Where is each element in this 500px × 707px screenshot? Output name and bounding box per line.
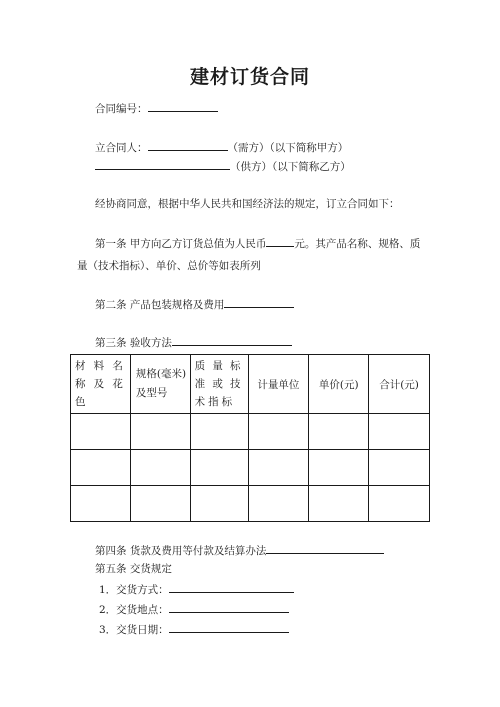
- table-row: [71, 450, 430, 486]
- seller-name-blank[interactable]: [95, 158, 230, 170]
- table-cell[interactable]: [369, 414, 430, 450]
- header-unit-price: 单价(元): [309, 355, 369, 414]
- article-3: [95, 334, 292, 350]
- header-material: 材料名称及花色: [71, 355, 131, 414]
- parties-intro-label: 立合同人：: [95, 142, 148, 154]
- table-cell[interactable]: [190, 486, 248, 522]
- table-cell[interactable]: [369, 450, 430, 486]
- article-2-text: 第二条 产品包装规格及费用: [95, 299, 225, 311]
- table-row: [71, 414, 430, 450]
- contract-number-line: [95, 100, 218, 116]
- preamble-text: 经协商同意，根据中华人民共和国经济法的规定，订立合同如下：: [95, 198, 400, 210]
- header-spec: 规格(毫米)及型号: [130, 355, 190, 414]
- article-4-text: 第四条 货款及费用等付款及结算办法: [95, 545, 267, 557]
- delivery-place-label: 2．交货地点：: [99, 604, 169, 616]
- header-unit: 计量单位: [248, 355, 309, 414]
- header-total: 合计(元): [369, 355, 430, 414]
- seller-role-text: （供方）（以下简称乙方）: [230, 161, 351, 173]
- delivery-date-line: [99, 621, 289, 637]
- table-cell[interactable]: [190, 450, 248, 486]
- payment-method-blank[interactable]: [266, 542, 384, 554]
- table-cell[interactable]: [71, 414, 131, 450]
- table-cell[interactable]: [190, 414, 248, 450]
- party-buyer-line: [95, 139, 348, 155]
- table-cell[interactable]: [248, 414, 309, 450]
- party-seller-line: [95, 158, 351, 174]
- table-cell[interactable]: [130, 450, 190, 486]
- delivery-method-label: 1．交货方式：: [99, 584, 169, 596]
- delivery-place-blank[interactable]: [169, 601, 289, 613]
- table-cell[interactable]: [130, 486, 190, 522]
- table-cell[interactable]: [309, 450, 369, 486]
- header-quality: 质量标准或技术指标: [190, 355, 248, 414]
- contract-number-label: 合同编号：: [95, 103, 148, 115]
- table-cell[interactable]: [248, 486, 309, 522]
- table-cell[interactable]: [309, 414, 369, 450]
- article-2: [95, 296, 294, 312]
- total-amount-blank[interactable]: [266, 235, 294, 247]
- table-cell[interactable]: [71, 450, 131, 486]
- delivery-date-blank[interactable]: [169, 621, 289, 633]
- article-5-heading: 第五条 交货规定: [95, 563, 172, 575]
- table-cell[interactable]: [71, 486, 131, 522]
- article-1-text-end: 元。其产品名称、规格、质量（技术指标）、单价、总价等如表所列: [77, 238, 421, 272]
- table-cell[interactable]: [248, 450, 309, 486]
- delivery-date-label: 3．交货日期：: [99, 624, 169, 636]
- article-3-text: 第三条 验收方法: [95, 337, 172, 349]
- delivery-place-line: [99, 601, 289, 617]
- inspection-method-blank[interactable]: [172, 334, 292, 346]
- buyer-name-blank[interactable]: [148, 139, 228, 151]
- buyer-role-text: （需方）（以下简称甲方）: [227, 142, 349, 154]
- table-row: [71, 486, 430, 522]
- article-1: [77, 233, 422, 277]
- table-cell[interactable]: [130, 414, 190, 450]
- contract-number-blank[interactable]: [148, 100, 218, 112]
- goods-table: [70, 354, 430, 522]
- table-cell[interactable]: [369, 486, 430, 522]
- delivery-method-line: [99, 581, 294, 597]
- page-title: 建材订货合同: [189, 66, 310, 88]
- article-4: [95, 542, 384, 558]
- article-1-text-start: 第一条 甲方向乙方订货总值为人民币: [95, 238, 267, 250]
- packaging-blank[interactable]: [224, 296, 294, 308]
- delivery-method-blank[interactable]: [169, 581, 294, 593]
- table-cell[interactable]: [309, 486, 369, 522]
- table-header-row: [71, 355, 430, 414]
